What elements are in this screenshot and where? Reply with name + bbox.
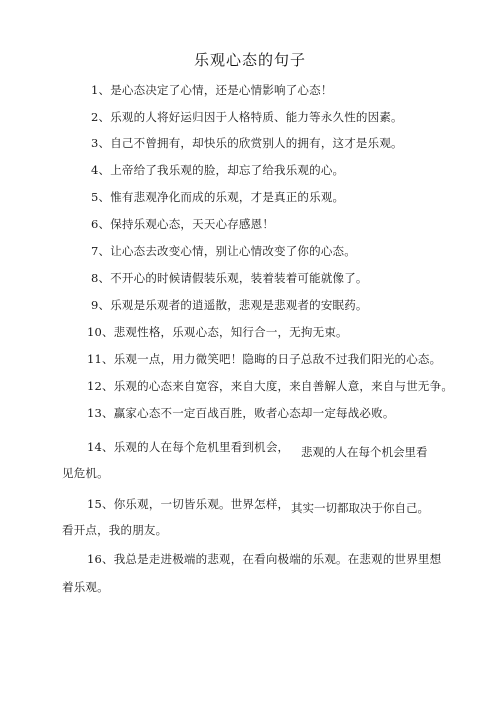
sentence-10: 10、悲观性格，乐观心态，知行合一，无拘无束。	[87, 325, 348, 339]
sentence-9: 9、乐观是乐观者的逍遥散，悲观是悲观者的安眠药。	[91, 298, 368, 312]
sentence-16-line-2: 着乐观。	[62, 580, 109, 594]
sentence-15-continuation: 看开点，我的朋友。	[62, 523, 168, 537]
sentence-12: 12、乐观的心态来自宽容，来自大度，来自善解人意，来自与世无争。	[87, 379, 454, 393]
sentence-4: 4、上帝给了我乐观的脸，却忘了给我乐观的心。	[91, 163, 345, 177]
sentence-14-right: 悲观的人在每个机会里看	[301, 445, 428, 459]
sentence-15-left: 15、你乐观，一切皆乐观。世界怎样，	[87, 497, 290, 511]
sentence-8: 8、不开心的时候请假装乐观，装着装着可能就像了。	[91, 271, 368, 285]
sentence-13: 13、赢家心态不一定百战百胜，败者心态却一定每战必败。	[87, 406, 395, 420]
sentence-3: 3、自己不曾拥有，却快乐的欣赏别人的拥有，这才是乐观。	[91, 136, 403, 150]
sentence-6: 6、保持乐观心态，天天心存感恩！	[91, 217, 275, 231]
sentence-14-continuation: 见危机。	[62, 466, 109, 480]
page-title: 乐观心态的句子	[193, 51, 306, 69]
sentence-5: 5、惟有悲观净化而成的乐观，才是真正的乐观。	[91, 190, 345, 204]
sentence-15-right: 其实一切都取决于你自己。	[291, 501, 429, 515]
sentence-16-line-1: 16、我总是走进极端的悲观，在看向极端的乐观。在悲观的世界里想	[87, 552, 442, 566]
sentence-1: 1、是心态决定了心情，还是心情影响了心态！	[91, 83, 333, 97]
sentence-2: 2、乐观的人将好运归因于人格特质、能力等永久性的因素。	[91, 110, 403, 124]
sentence-7: 7、让心态去改变心情，别让心情改变了你的心态。	[91, 244, 356, 258]
sentence-14-left: 14、乐观的人在每个危机里看到机会，	[87, 440, 290, 454]
sentence-11: 11、乐观一点，用力微笑吧！隐晦的日子总敌不过我们阳光的心态。	[87, 352, 442, 366]
